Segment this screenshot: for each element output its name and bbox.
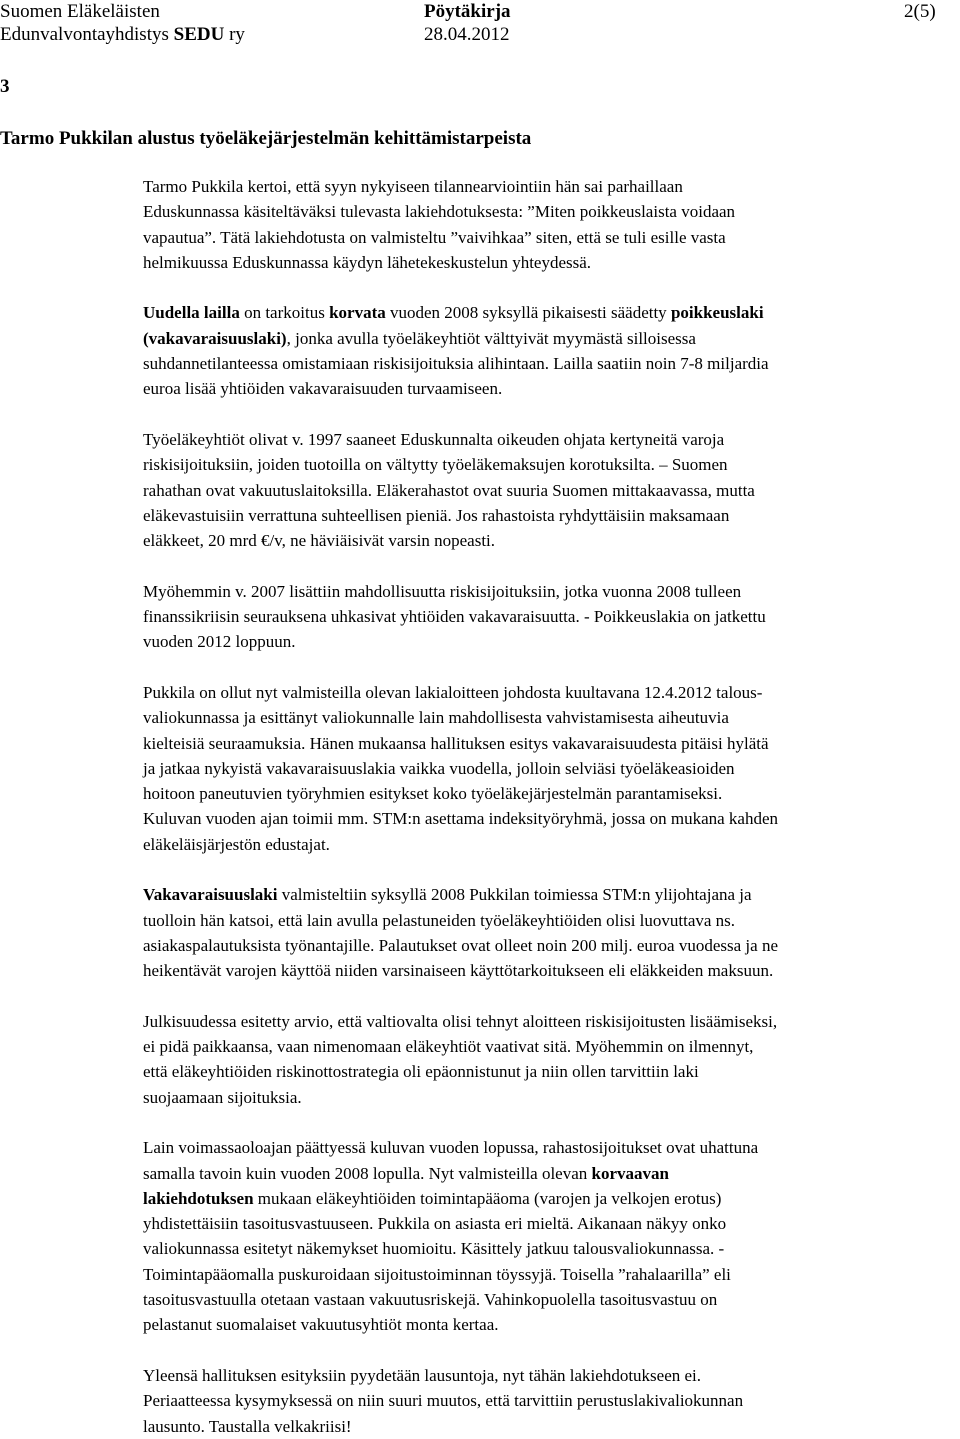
text-line: [143, 680, 955, 705]
org-name-line2-prefix: Edunvalvontayhdistys: [0, 24, 174, 45]
text-run: vuoden 2008 syksyllä pikaisesti säädetty: [385, 303, 671, 323]
text-run: että eläkeyhtiöiden riskinottostrategia oli epäonnistunut ja niin ollen tarvittiin laki: [143, 1062, 699, 1082]
text-run: yhdistettäisiin tasoitusvastuuseen. Pukkila on asiasta eri mieltä. Aikanaan näkyy onko: [143, 1214, 727, 1234]
text-line: [143, 781, 955, 806]
text-line: [143, 452, 955, 477]
text-run: Eduskunnassa käsiteltäväksi tulevasta lakiehdotuksesta: ”Miten poikkeuslaista voidaan: [143, 202, 736, 222]
text-run: samalla tavoin kuin vuoden 2008 lopulla. Nyt valmisteilla olevan: [143, 1163, 592, 1183]
text-line: [143, 933, 955, 958]
text-line: [143, 199, 955, 224]
paragraph: [143, 1363, 955, 1439]
text-run: rahathan ovat vakuutuslaitoksilla. Eläkerahastot ovat suuria Suomen mittakaavassa, mutta: [143, 480, 755, 500]
text-run: finanssikriisin seurauksena uhkasivat yhtiöiden vakavaraisuutta. - Poikkeuslakia on jatkettu: [143, 607, 766, 627]
text-line: [143, 882, 955, 907]
bold-text-run: Uudella lailla: [143, 303, 240, 323]
text-run: lausunto. Taustalla velkakriisi!: [143, 1416, 352, 1436]
text-run: on tarkoitus: [239, 303, 330, 323]
text-run: valiokunnassa ja esittänyt valiokunnalle lain mahdollisesta vahvistamisesta aiheutuvia: [143, 708, 729, 728]
text-line: [143, 1287, 955, 1312]
text-run: Periaatteessa kysymyksessä on niin suuri muutos, että tarvittiin perustuslakivaliokunnan: [143, 1391, 744, 1411]
bold-text-run: poikkeuslaki: [670, 303, 764, 323]
section-title: Tarmo Pukkilan alustus työeläkejärjestelmän kehittämistarpeista: [0, 128, 532, 149]
bold-text-run: korvaavan: [591, 1163, 669, 1183]
text-run: Myöhemmin v. 2007 lisättiin mahdollisuutta riskisijoituksiin, jotka vuonna 2008 tulleen: [143, 581, 742, 601]
paragraph: [143, 882, 955, 983]
text-line: [143, 1059, 955, 1084]
org-acronym: SEDU: [173, 24, 225, 45]
bold-text-run: lakiehdotuksen: [143, 1188, 254, 1208]
text-line: [143, 1262, 955, 1287]
org-name-line2-suffix: ry: [224, 24, 245, 45]
text-line: [143, 225, 955, 250]
text-line: [143, 326, 955, 351]
text-run: ja jatkaa nykyistä vakavaraisuuslakia vaikka vuodella, jolloin selviäsi työeläkeasioiden: [143, 758, 735, 778]
text-run: Pukkila on ollut nyt valmisteilla olevan lakialoitteen johdosta kuultavana 12.4.2012 talous-: [143, 682, 763, 702]
text-line: [143, 1186, 955, 1211]
text-run: asiakaspalautuksista työnantajille. Palautukset ovat olleet noin 200 milj. euroa vuodessa ja ne: [143, 935, 778, 955]
text-run: Työeläkeyhtiöt olivat v. 1997 saaneet Eduskunnalta oikeuden ohjata kertyneitä varoja: [143, 429, 725, 449]
text-line: [143, 604, 955, 629]
text-run: Toimintapääomalla puskuroidaan sijoitustoiminnan töyssyjä. Toisella ”rahalaarilla” eli: [143, 1264, 731, 1284]
text-run: mukaan eläkeyhtiöiden toimintapääoma (varojen ja velkojen erotus): [253, 1188, 722, 1208]
document-type: Pöytäkirja: [424, 1, 511, 22]
text-run: euroa lisää yhtiöiden vakavaraisuuden turvaamiseen.: [143, 379, 503, 399]
text-line: [143, 1312, 955, 1337]
text-line: [143, 1388, 955, 1413]
text-line: [143, 503, 955, 528]
text-run: Tarmo Pukkila kertoi, että syyn nykyiseen tilannearviointiin hän sai parhaillaan: [143, 177, 683, 196]
text-line: [143, 250, 955, 275]
text-run: heikentävät varojen käyttöä niiden varsinaiseen käyttötarkoitukseen eli eläkkeiden maksuun.: [143, 961, 774, 981]
text-line: [143, 1034, 955, 1059]
text-run: suhdannetilanteessa omistamiaan riskisijoituksia alihintaan. Lailla saatiin noin 7-8 miljardia: [143, 354, 769, 374]
text-line: [143, 908, 955, 933]
document-meta: [424, 0, 511, 46]
paragraph: [143, 427, 955, 553]
page-number: [904, 0, 936, 23]
text-line: [143, 806, 955, 831]
text-line: [143, 756, 955, 781]
text-line: [143, 427, 955, 452]
text-line: [143, 731, 955, 756]
text-line: [143, 300, 955, 325]
text-run: kielteisiä seuraamuksia. Hänen mukaansa hallituksen esitys vakavaraisuudesta pitäisi hylätä: [143, 733, 769, 753]
document-date: 28.04.2012: [424, 24, 510, 45]
text-run: hoitoon paneutuvien työryhmien esitykset koko työeläkejärjestelmän parantamiseksi.: [143, 784, 723, 804]
text-run: Lain voimassaoloajan päättyessä kuluvan vuoden lopussa, rahastosijoitukset ovat uhattuna: [143, 1138, 759, 1158]
text-line: [143, 629, 955, 654]
text-line: [143, 528, 955, 553]
text-line: [143, 579, 955, 604]
text-line: [143, 705, 955, 730]
org-name-line2: [0, 23, 245, 46]
text-run: Julkisuudessa esitetty arvio, että valtiovalta olisi tehnyt aloitteen riskisijoitusten lisäämiseksi,: [143, 1011, 778, 1031]
text-run: pelastanut suomalaiset vakuutusyhtiöt monta kertaa.: [143, 1315, 499, 1335]
text-line: [143, 832, 955, 857]
paragraph: [143, 579, 955, 655]
bold-text-run: korvata: [329, 303, 386, 323]
text-line: [143, 1085, 955, 1110]
text-run: Kuluvan vuoden ajan toimii mm. STM:n asettama indeksityöryhmä, jossa on mukana kahden: [143, 809, 779, 829]
text-run: eläkkeet, 20 mrd €/v, ne häviäisivät varsin nopeasti.: [143, 531, 496, 551]
text-line: [143, 1211, 955, 1236]
paragraph: [143, 1135, 955, 1337]
text-run: tasoitusvastuulla otetaan vastaan vakuutusriskejä. Vahinkopuolella tasoitusvastuu on: [143, 1290, 718, 1310]
text-line: [143, 1009, 955, 1034]
text-run: valiokunnassa esitetyt näkemykset huomioitu. Käsittely jatkuu talousvaliokunnassa. -: [143, 1239, 725, 1259]
text-line: [143, 1236, 955, 1261]
page-header: [0, 0, 960, 48]
text-run: helmikuussa Eduskunnassa käydyn lähetekeskustelun yhteydessä.: [143, 252, 592, 272]
text-line: [143, 1414, 955, 1439]
paragraph: [143, 174, 955, 275]
text-run: ei pidä paikkaansa, vaan nimenomaan eläkeyhtiöt vaativat sitä. Myöhemmin on ilmennyt,: [143, 1037, 754, 1057]
text-run: eläkevastuisiin verrattuna suhteellisen pieniä. Jos rahastoista ryhdyttäisiin maksamaan: [143, 505, 730, 525]
text-line: [143, 1363, 955, 1388]
text-run: vapautua”. Tätä lakiehdotusta on valmisteltu ”vaivihkaa” siten, että se tuli esille vasta: [143, 227, 726, 247]
text-run: valmisteltiin syksyllä 2008 Pukkilan toimiessa STM:n ylijohtajana ja: [277, 885, 752, 905]
org-name-line1: Suomen Eläkeläisten: [0, 1, 160, 22]
section-number: 3: [0, 76, 10, 97]
text-line: [143, 1161, 955, 1186]
text-run: eläkeläisjärjestön edustajat.: [143, 834, 330, 854]
text-line: [143, 958, 955, 983]
paragraph: [143, 680, 955, 857]
bold-text-run: Vakavaraisuuslaki: [143, 885, 278, 905]
text-run: tuolloin hän katsoi, että lain avulla pelastuneiden työeläkeyhtiöiden olisi luovuttava ns.: [143, 910, 736, 930]
text-line: [143, 478, 955, 503]
text-run: , jonka avulla työeläkeyhtiöt välttyivät myymästä silloisessa: [286, 328, 696, 348]
text-run: riskisijoituksiin, joiden tuotoilla on vältytty työeläkemaksujen korotuksilta. – Suomen: [143, 455, 728, 475]
text-run: vuoden 2012 loppuun.: [143, 632, 296, 652]
text-line: [143, 376, 955, 401]
bold-text-run: (vakavaraisuuslaki): [143, 328, 287, 348]
paragraph: [143, 300, 955, 401]
text-line: [143, 1135, 955, 1160]
document-body: [143, 174, 955, 1439]
text-run: Yleensä hallituksen esityksiin pyydetään lausuntoja, nyt tähän lakiehdotukseen ei.: [143, 1365, 702, 1385]
text-line: [143, 174, 955, 199]
text-run: suojaamaan sijoituksia.: [143, 1087, 302, 1107]
organization-name: [0, 0, 245, 46]
page-number-text: 2(5): [904, 1, 936, 22]
paragraph: [143, 1009, 955, 1110]
text-line: [143, 351, 955, 376]
